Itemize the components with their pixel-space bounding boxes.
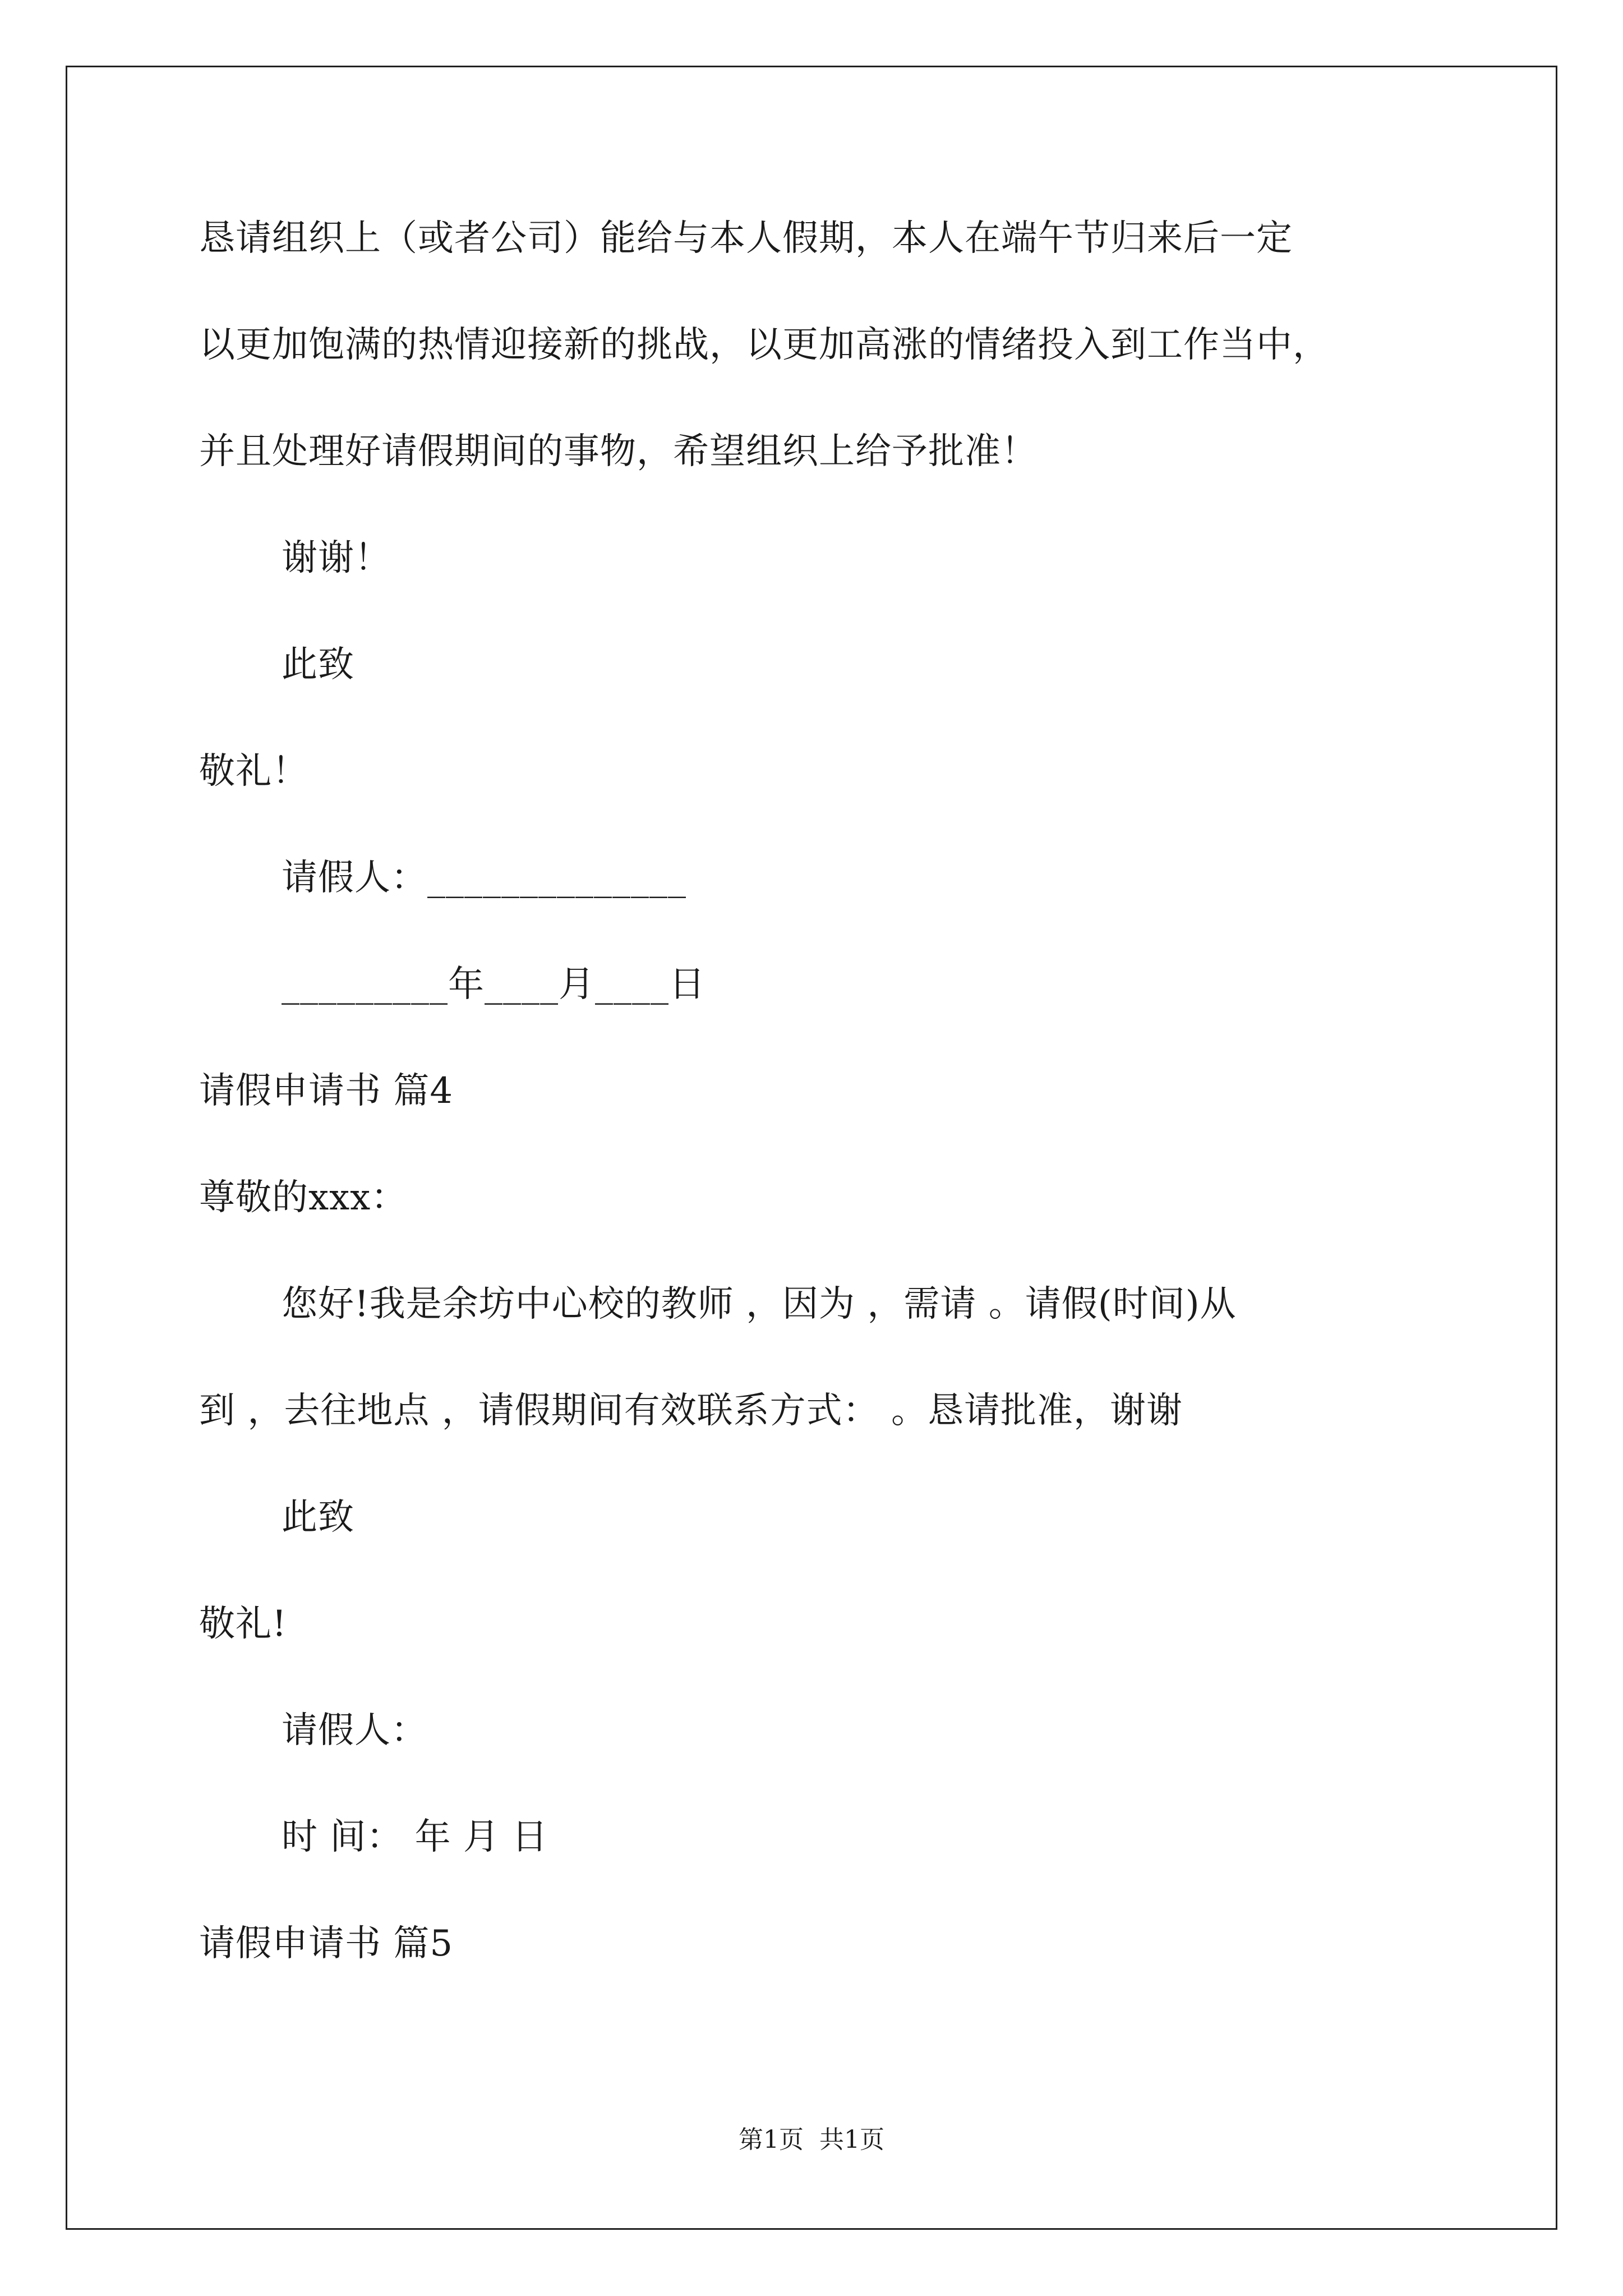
greeting-line: 尊敬的xxx： xyxy=(199,1177,408,1218)
salutation-line: 敬礼! xyxy=(199,1603,287,1645)
salutation-line: 敬礼！ xyxy=(199,751,308,792)
closing-line: 此致 xyxy=(282,1497,354,1538)
document-body xyxy=(199,213,1489,2025)
paragraph-line: 到 ，去往地点 ，请假期间有效联系方式： 。恳请批准，谢谢 xyxy=(199,1390,1183,1432)
applicant-line: 请假人：______________ xyxy=(282,857,686,899)
applicant-line: 请假人： xyxy=(282,1710,427,1751)
paragraph-line: 恳请组织上（或者公司）能给与本人假期，本人在端午节归来后一定 xyxy=(199,218,1293,259)
section-heading: 请假申请书 篇4 xyxy=(199,1070,454,1112)
page-number: 第1页 共1页 xyxy=(739,2125,884,2154)
date-line: 时 间： 年 月 日 xyxy=(282,1816,548,1858)
closing-line: 此致 xyxy=(282,644,354,685)
paragraph-line: 并且处理好请假期间的事物，希望组织上给予批准！ xyxy=(199,431,1038,472)
thanks-line: 谢谢！ xyxy=(282,537,391,579)
date-line: _________年____月____日 xyxy=(282,964,706,1005)
paragraph-line: 以更加饱满的热情迎接新的挑战，以更加高涨的情绪投入到工作当中， xyxy=(199,324,1329,366)
paragraph-line: 您好!我是余坊中心校的教师 ，因为 ，需请 。请假(时间)从 xyxy=(282,1283,1237,1325)
section-heading: 请假申请书 篇5 xyxy=(199,1923,454,1964)
